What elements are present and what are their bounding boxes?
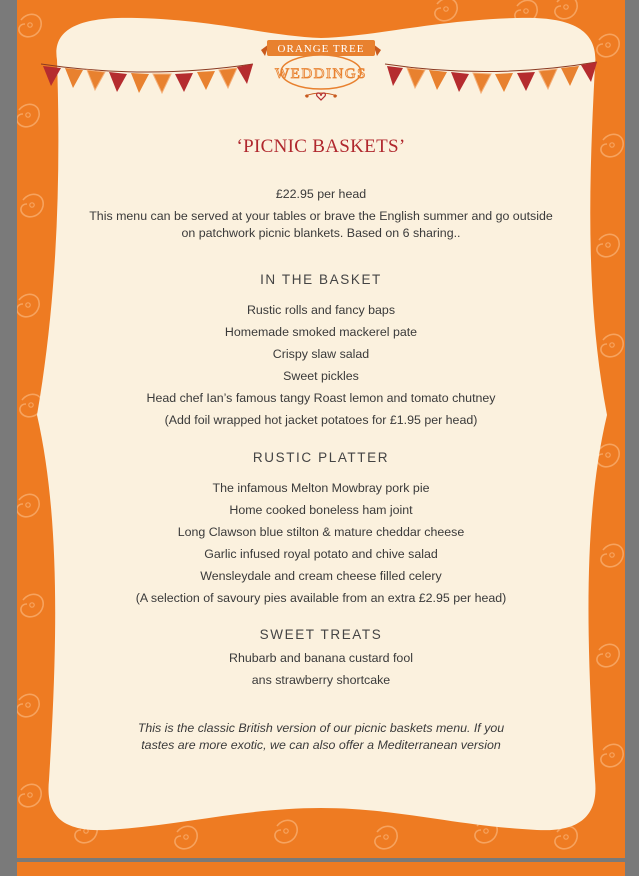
menu-item-note: (A selection of savoury pies available from an extra £2.95 per head)	[135, 591, 507, 605]
next-page-edge	[17, 862, 625, 876]
menu-item: The infamous Melton Mowbray pork pie	[212, 481, 430, 495]
menu-item: Garlic infused royal potato and chive salad	[204, 547, 438, 561]
menu-page	[17, 0, 625, 858]
menu-item: Home cooked boneless ham joint	[229, 503, 413, 517]
section-heading-rustic-platter: RUSTIC PLATTER	[252, 450, 390, 465]
footnote-line-2: tastes are more exotic, we can also offer a Mediterranean version	[141, 738, 501, 752]
menu-item: ans strawberry shortcake	[251, 673, 391, 687]
menu-title: ‘PICNIC BASKETS’	[236, 136, 406, 157]
logo-brand-bottom: WEDDINGS	[275, 66, 367, 82]
section-heading-sweet-treats: SWEET TREATS	[259, 627, 383, 642]
menu-item: Homemade smoked mackerel pate	[224, 325, 418, 339]
menu-intro-line-2: on patchwork picnic blankets. Based on 6 sharing..	[181, 226, 461, 240]
menu-item: Sweet pickles	[283, 369, 359, 383]
menu-item: Crispy slaw salad	[272, 347, 370, 361]
menu-content	[17, 0, 625, 858]
menu-item: Long Clawson blue stilton & mature cheddar cheese	[177, 525, 465, 539]
menu-item-note: (Add foil wrapped hot jacket potatoes for £1.95 per head)	[164, 413, 478, 427]
menu-item: Wensleydale and cream cheese filled celery	[200, 569, 442, 583]
menu-intro-line-1: This menu can be served at your tables or brave the English summer and go outside	[89, 209, 553, 223]
logo-brand-top: ORANGE TREE	[277, 43, 365, 55]
menu-price: £22.95 per head	[275, 187, 367, 201]
menu-item: Rustic rolls and fancy baps	[246, 303, 396, 317]
footnote-line-1: This is the classic British version of our picnic baskets menu. If you	[137, 721, 505, 735]
menu-item: Rhubarb and banana custard fool	[229, 651, 413, 665]
section-heading-in-the-basket: IN THE BASKET	[260, 272, 382, 287]
menu-item: Head chef Ian’s famous tangy Roast lemon and tomato chutney	[146, 391, 496, 405]
